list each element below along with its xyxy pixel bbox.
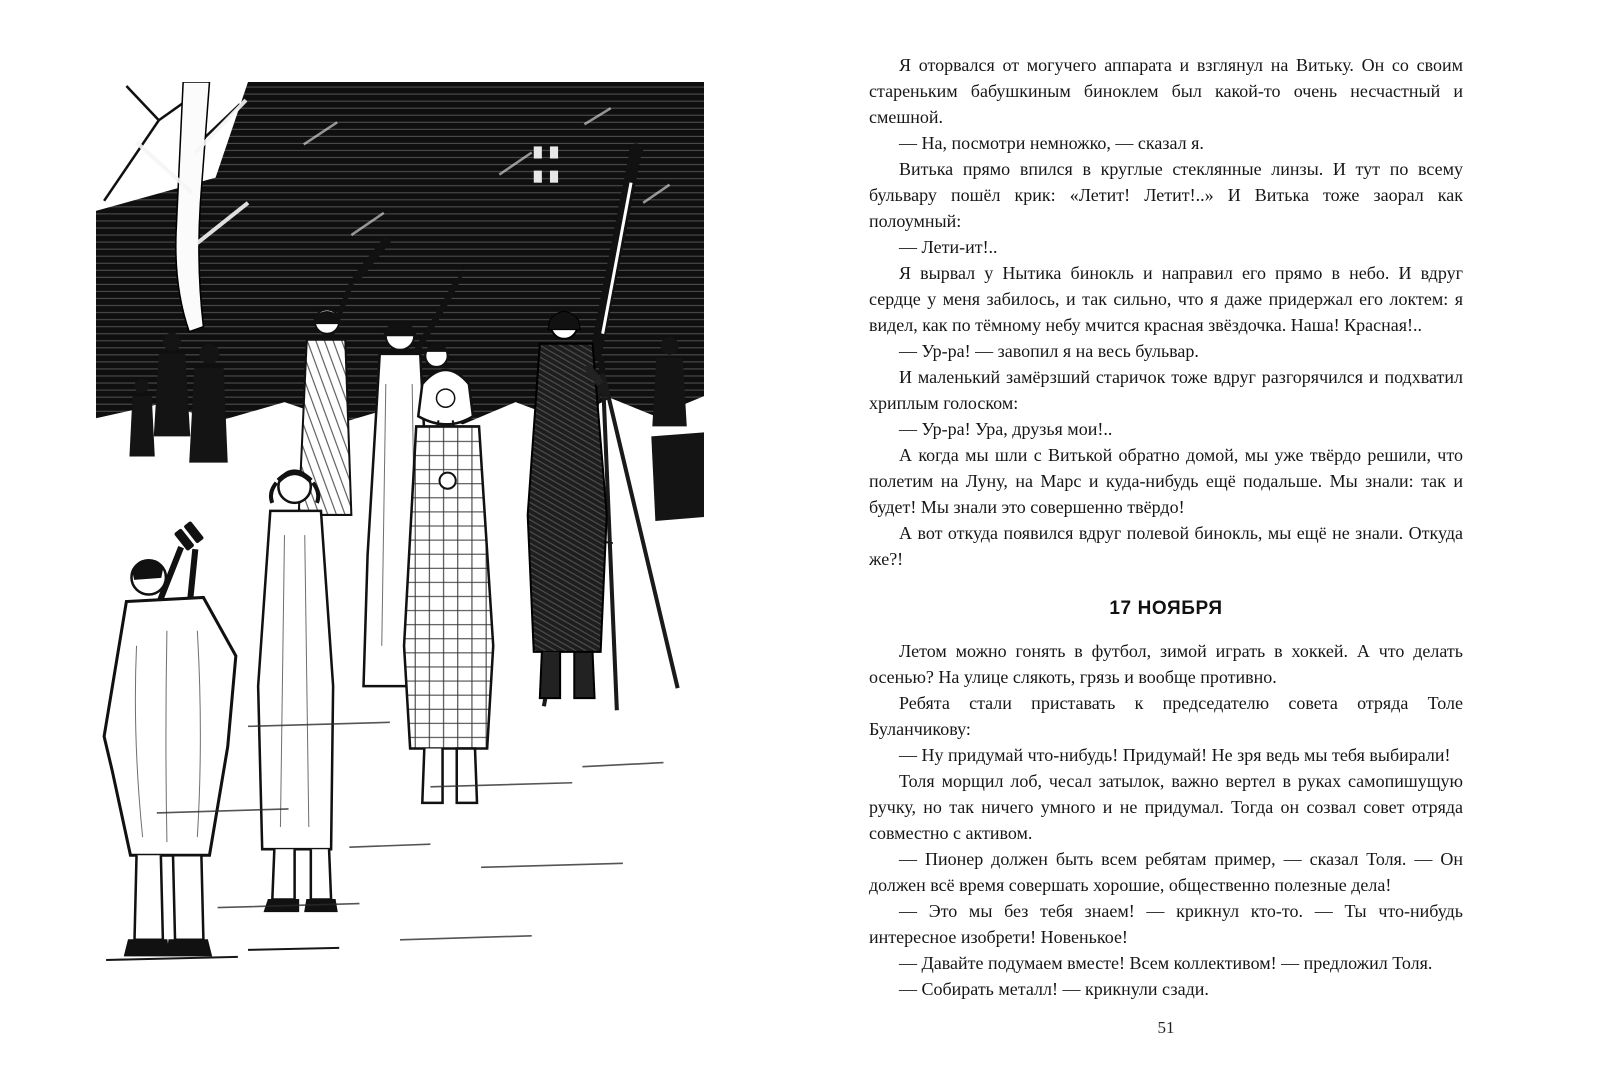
paragraph: Я оторвался от могучего аппарата и взглянул на Витьку. Он со своим стареньким бабушкиным биноклем был какой-то очень несчастный и смешной. [869,55,1463,127]
paragraph: — Давайте подумаем вместе! Всем коллективом! — предложил Толя. [899,953,1433,973]
illustration-drawing [96,82,704,968]
paragraph: — Пионер должен быть всем ребятам пример, — сказал Толя. — Он должен всё время совершать хорошие, общественно полезные дела! [869,849,1463,895]
paragraph: — Это мы без тебя знаем! — крикнул кто-то. — Ты что-нибудь интересное изобрети! Новенькое! [869,901,1463,947]
paragraph: — Лети-ит!.. [899,237,998,257]
paragraph: — Собирать металл! — крикнули сзади. [899,979,1209,999]
paragraph: А когда мы шли с Витькой обратно домой, мы уже твёрдо решили, что полетим на Луну, на Марс и куда-нибудь ещё подальше. Мы знали: так и будет! Мы знали это совершенно твёрдо! [869,445,1463,517]
paragraph: — На, посмотри немножко, — сказал я. [899,133,1204,153]
paragraph: Толя морщил лоб, чесал затылок, важно вертел в руках самопишущую ручку, но так ничего умного и не придумал. Тогда он созвал совет отряда совместно с активом. [869,771,1463,843]
section-heading: 17 НОЯБРЯ [1109,598,1223,619]
page-number: 51 [1157,1018,1175,1037]
text-column [869,52,1463,1002]
paragraph: — Ну придумай что-нибудь! Придумай! Не зря ведь мы тебя выбирали! [899,745,1451,765]
paragraph: Ребята стали приставать к председателю совета отряда Толе Буланчикову: [869,693,1463,739]
paragraph: Я вырвал у Нытика бинокль и направил его прямо в небо. И вдруг сердце у меня забилось, и так сильно, что я даже придержал его локтем: я видел, как по тёмному небу мчится красная звёздочка. Наша! Красная!.. [869,263,1463,335]
paragraph: — Ур-ра! Ура, друзья мои!.. [899,419,1113,439]
paragraph: И маленький замёрзший старичок тоже вдруг разгорячился и подхватил хриплым голоском: [869,367,1463,413]
paragraph: — Ур-ра! — завопил я на весь бульвар. [899,341,1199,361]
paragraph: Летом можно гонять в футбол, зимой играть в хоккей. А что делать осенью? На улице слякоть, грязь и вообще противно. [869,641,1463,687]
illustration [96,82,704,968]
paragraph: Витька прямо впился в круглые стеклянные линзы. И тут по всему бульвару пошёл крик: «Летит! Летит!..» И Витька тоже заорал как полоумный: [869,159,1463,231]
paragraph: А вот откуда появился вдруг полевой бинокль, мы ещё не знали. Откуда же?! [869,523,1463,569]
